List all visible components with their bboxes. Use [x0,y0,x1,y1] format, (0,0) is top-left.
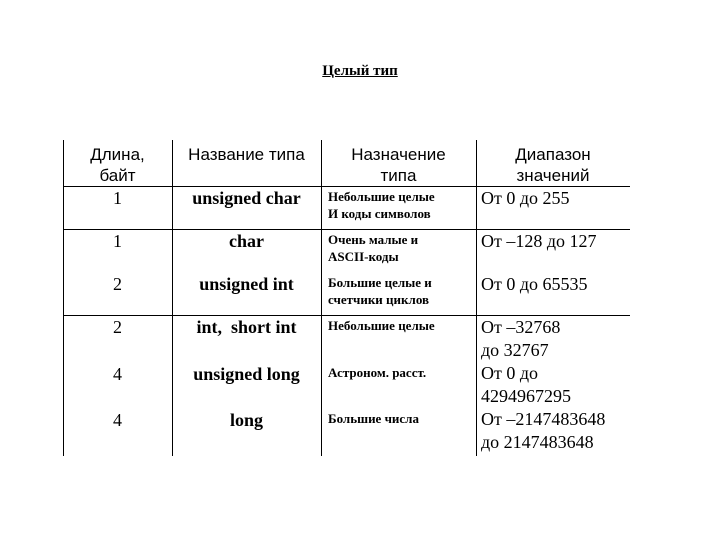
row-4-range [481,316,560,362]
row-1-range-line1: От 0 до 255 [481,188,570,208]
row-3-purpose-line2: счетчики циклов [328,292,430,307]
row-2-range-line1: От –128 до 127 [481,231,597,251]
header-range-line1: Диапазон [515,145,591,164]
header-length-line2: байт [99,166,136,185]
header-range [476,144,630,186]
page-title: Целый тип [322,63,398,79]
row-6-purpose [328,410,419,427]
row-4-purpose [328,317,435,334]
row-5-purpose-line1: Астроном. расст. [328,365,427,380]
header-type-name [172,144,321,165]
row-2-purpose-line1: Очень малые и [328,232,419,247]
header-type-name-text: Название типа [188,145,305,164]
column-divider-3 [476,140,477,456]
row-1-type: unsigned char [192,188,301,208]
row-3-type: unsigned int [199,274,294,294]
row-6-length: 4 [113,410,122,430]
row-5-range [481,362,571,408]
header-length [63,144,172,186]
row-5-length: 4 [113,364,122,384]
row-1-purpose [328,188,435,222]
row-4-purpose-line1: Небольшие целые [328,318,435,333]
row-3-range-line1: От 0 до 65535 [481,274,588,294]
row-4-range-line2: до 32767 [481,340,549,360]
row-4-type: int, short int [196,317,297,337]
row-3-purpose-line1: Большие целые и [328,275,432,290]
row-2-purpose [328,231,418,265]
row-1-purpose-line2: И коды символов [328,206,431,221]
row-1-range [481,187,570,210]
row-6-range-line1: От –2147483648 [481,409,606,429]
row-4-range-line1: От –32768 [481,317,561,337]
row-3-range [481,273,588,296]
row-4-length: 2 [113,317,122,337]
header-length-line1: Длина, [90,145,145,164]
row-1-length: 1 [113,188,122,208]
header-purpose [321,144,476,186]
row-2-purpose-line2: ASCII-коды [328,249,399,264]
header-range-line2: значений [516,166,590,185]
row-3-length: 2 [113,274,122,294]
row-5-purpose [328,364,426,381]
row-2-type: char [229,231,264,251]
row-5-range-line2: 4294967295 [481,386,571,406]
row-5-range-line1: От 0 до [481,363,539,383]
header-purpose-line1: Назначение [351,145,446,164]
row-6-purpose-line1: Большие числа [328,411,419,426]
column-divider-2 [321,140,322,456]
row-2-range [481,230,597,253]
row-3-purpose [328,274,432,308]
row-5-type: unsigned long [193,364,300,384]
row-2-length: 1 [113,231,122,251]
header-purpose-line2: типа [380,166,417,185]
row-1-purpose-line1: Небольшие целые [328,189,435,204]
row-6-range [481,408,605,454]
row-6-type: long [229,410,263,430]
row-6-range-line2: до 2147483648 [481,432,594,452]
